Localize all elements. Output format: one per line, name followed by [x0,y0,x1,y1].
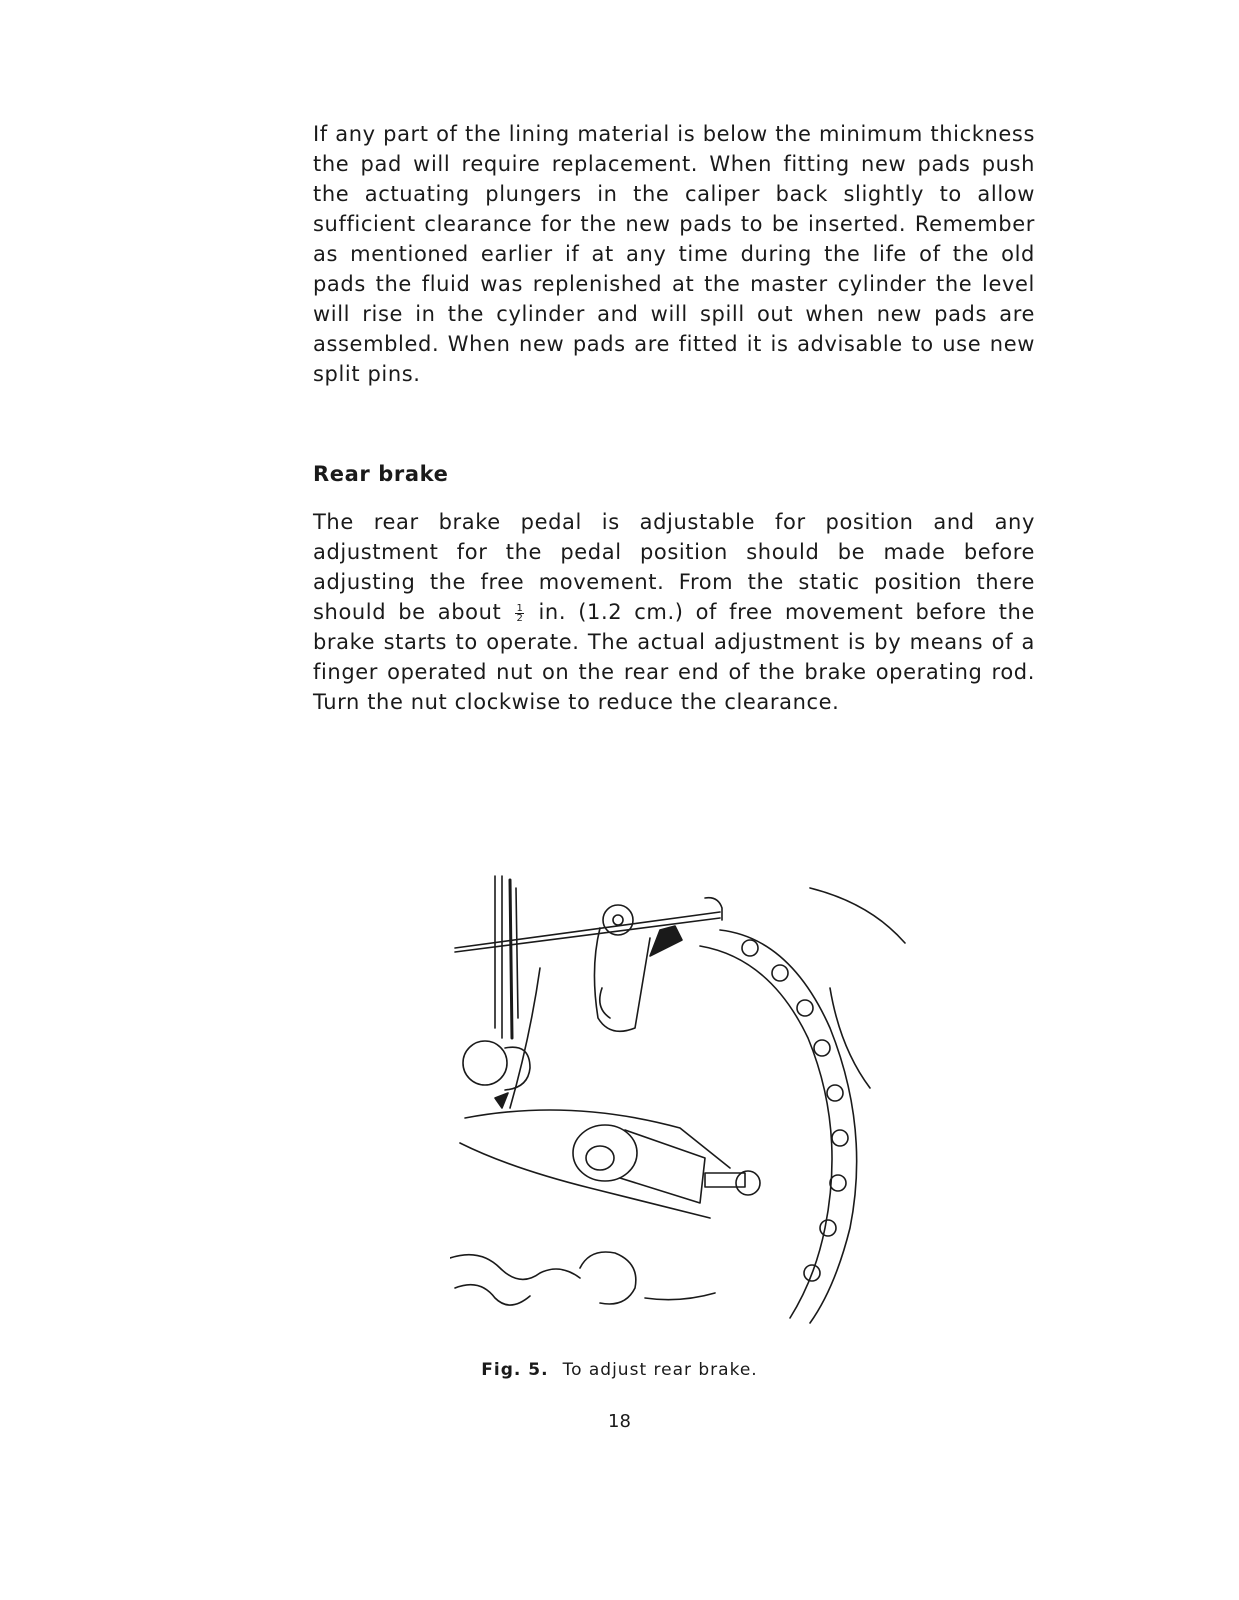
page-number: 18 [608,1411,631,1432]
paragraph-text-part-1: The rear brake pedal is adjustable for position and any adjustment for the pedal position should be made before adjusting the free movement. From the static position there should be about [313,510,1035,624]
wheel-outline [810,888,905,943]
sprocket-edge [830,988,870,1088]
section-heading: Rear brake [313,462,449,486]
figure-label: Fig. 5. [481,1360,549,1380]
figure-caption [0,1360,1239,1380]
arrow-pointer [650,926,682,956]
rear-brake-illustration [450,868,920,1338]
intro-paragraph: If any part of the lining material is below the minimum thickness the pad will require replacement. When fitting new pads push the actuating plungers in the caliper back slightly to allow sufficient clearance for the new pads to be inserted. Remember as mentioned earlier if at any time during the life of the old pads the fluid was replenished at the master cylinder the level will rise in the cylinder and will spill out when new pads are assembled. When new pads are fitted it is advisable to use new split pins. [313,122,1035,386]
half-fraction [515,604,524,623]
fraction-denominator: 2 [516,612,524,624]
rear-brake-paragraph [313,507,1035,717]
drive-chain [700,930,857,1323]
paragraph-text-part-2: in. (1.2 cm.) of free movement before the brake starts to operate. The actual adjustment is by means of a finger operated nut on the rear end of the brake operating rod. Turn the nut clockwise to reduce the clearance. [313,600,1035,714]
lower-frame [450,1252,715,1305]
pedal-pivot [463,1041,530,1108]
frame-tube [495,876,518,1038]
fraction-numerator: 1 [516,602,524,614]
figure-caption-text: To adjust rear brake. [562,1360,758,1380]
clevis [594,905,650,1031]
